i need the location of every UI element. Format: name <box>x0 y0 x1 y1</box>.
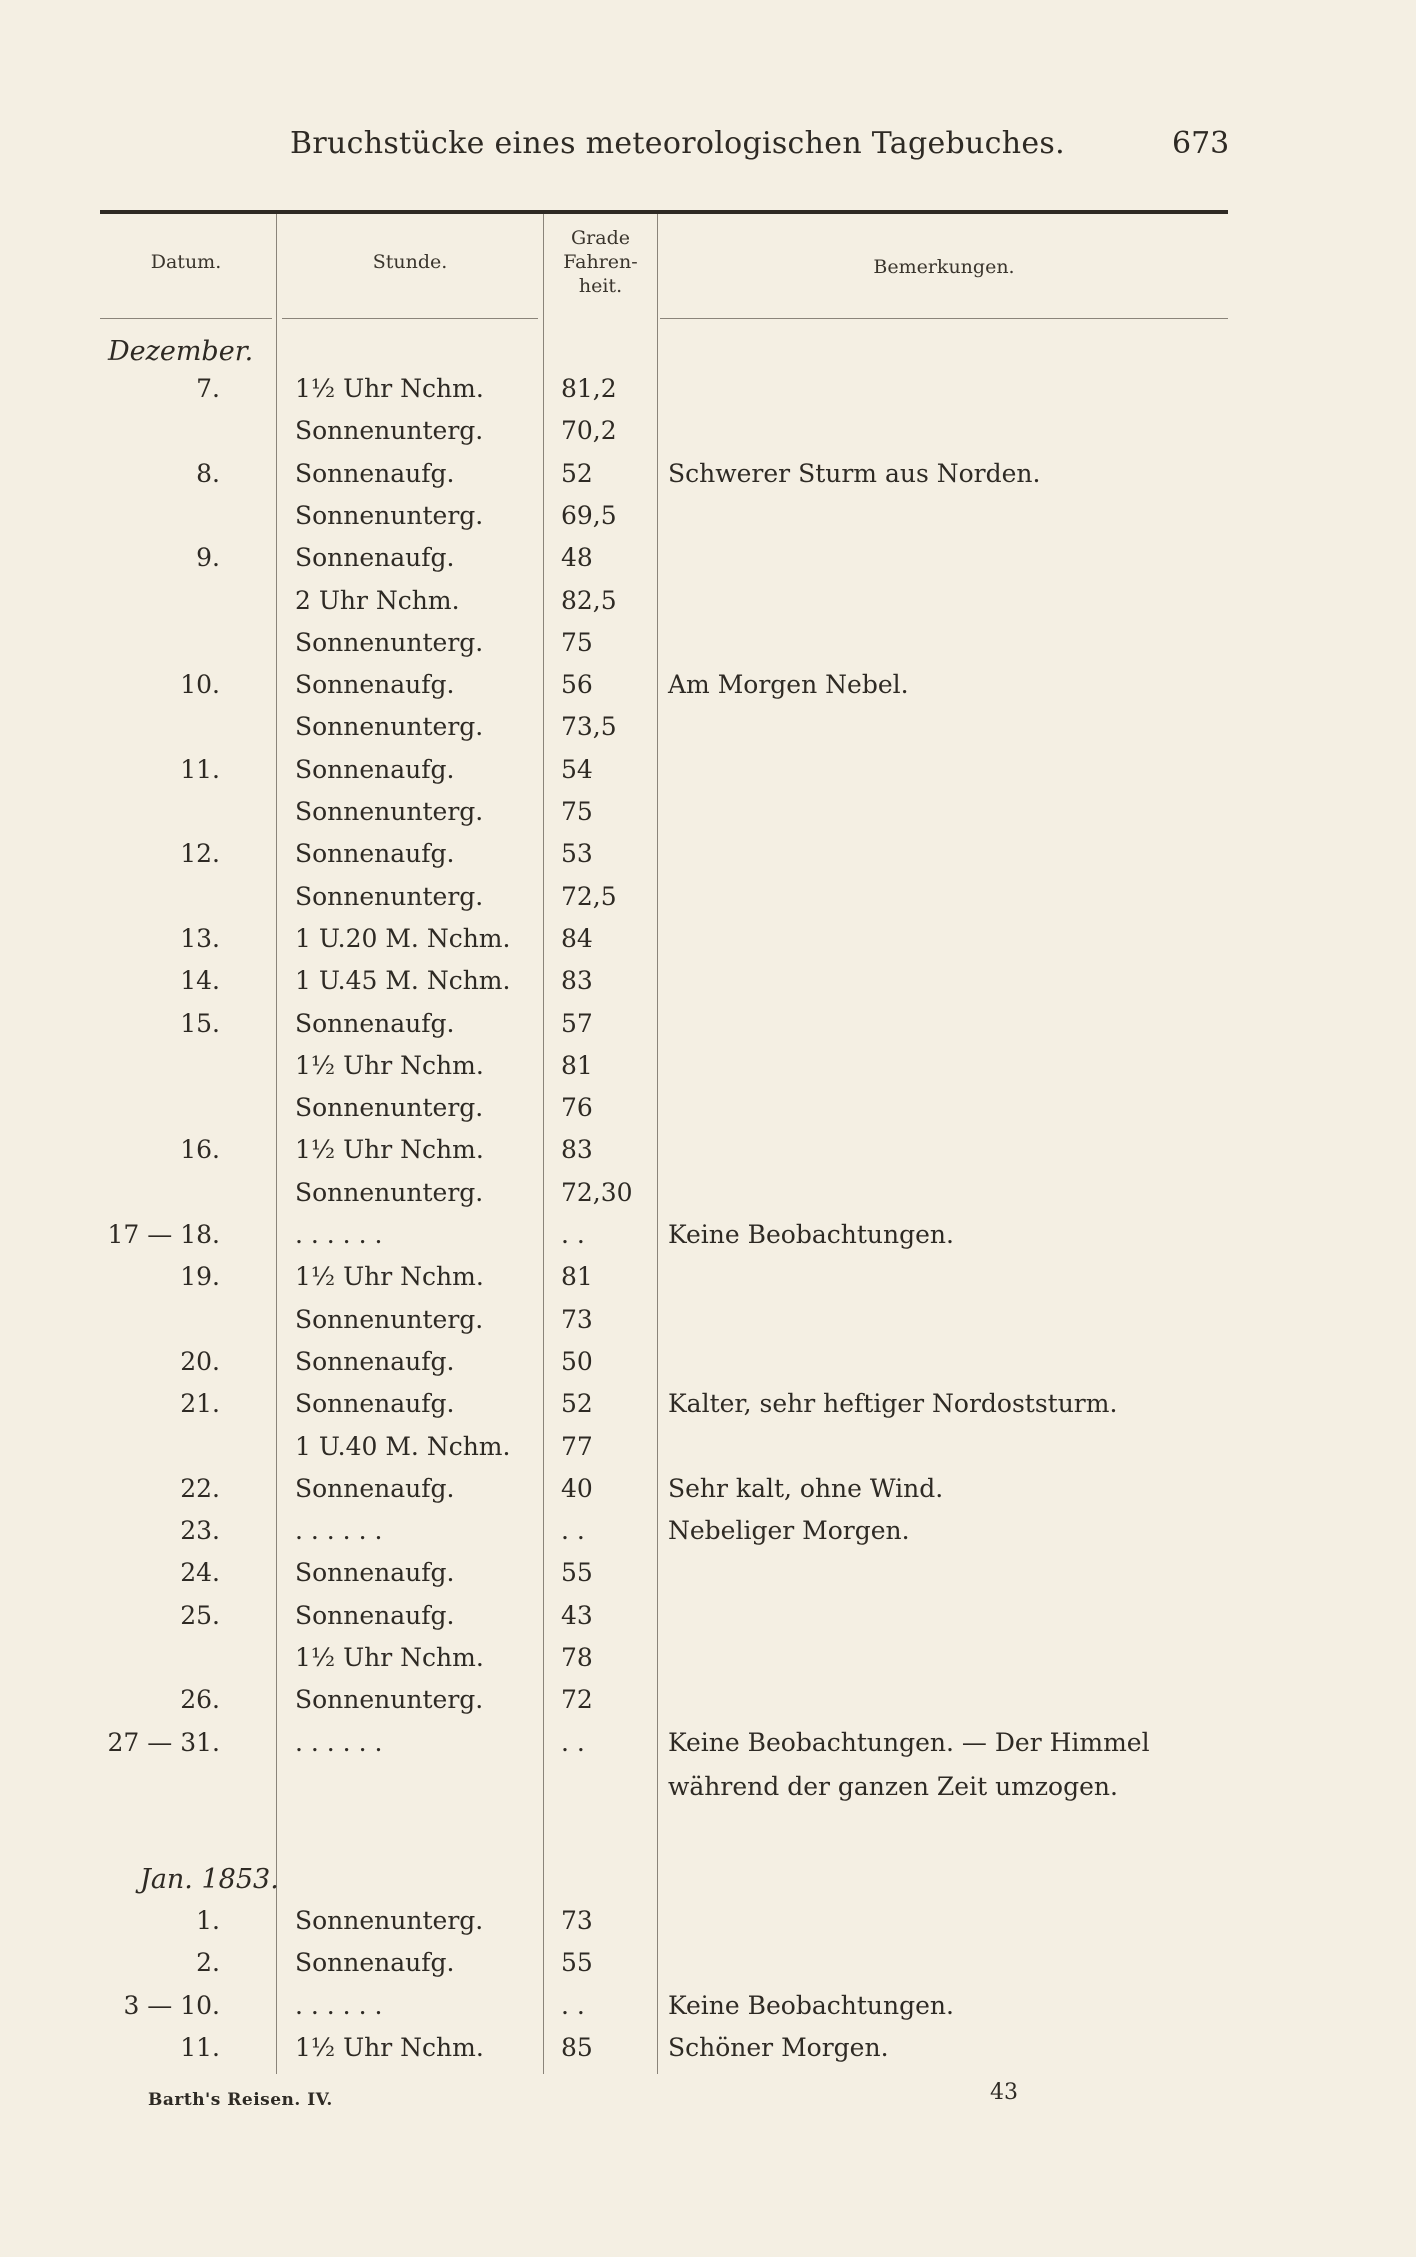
top-rule <box>100 210 1228 214</box>
header-hour: Stunde. <box>372 251 448 273</box>
row-degrees: 75 <box>561 797 593 826</box>
row-date: 24. <box>180 1558 220 1588</box>
row-degrees: 76 <box>561 1093 593 1123</box>
row-degrees: 81 <box>561 1262 593 1292</box>
row-degrees: 83 <box>561 1135 593 1165</box>
row-degrees: 52 <box>561 458 593 488</box>
header-remarks: Bemerkungen. <box>873 256 1015 278</box>
row-date: 11. <box>180 2032 220 2062</box>
row-degrees: 72,5 <box>561 881 617 911</box>
row-hour: Sonnenunterg. <box>295 712 484 742</box>
header-date: Datum. <box>150 251 222 273</box>
row-degrees: 83 <box>561 966 593 996</box>
row-date: 10. <box>180 670 220 700</box>
row-degrees: 84 <box>561 923 593 953</box>
header-rule-remarks <box>660 318 1228 319</box>
row-hour: Sonnenunterg. <box>295 500 484 530</box>
row-hour: Sonnenaufg. <box>295 543 455 573</box>
row-degrees: 82,5 <box>561 585 617 615</box>
row-date: 14. <box>180 966 220 996</box>
row-hour: Sonnenaufg. <box>295 1389 455 1419</box>
row-degrees: 73 <box>561 1906 593 1935</box>
row-degrees: 70,2 <box>561 416 617 446</box>
row-remark: Keine Beobachtungen. <box>668 1990 954 2020</box>
row-degrees: 81 <box>561 1050 593 1080</box>
row-date: 9. <box>196 543 220 573</box>
row-degrees: 52 <box>561 1389 593 1419</box>
row-date: 1. <box>196 1906 220 1935</box>
row-degrees: 69,5 <box>561 500 617 530</box>
column-divider-3 <box>657 214 658 2074</box>
row-remark: Sehr kalt, ohne Wind. <box>668 1473 944 1503</box>
row-date: 19. <box>180 1262 220 1292</box>
row-hour: Sonnenaufg. <box>295 1558 455 1588</box>
row-date: 26. <box>180 1685 220 1715</box>
row-degrees: 53 <box>561 839 593 869</box>
sheet-mark: 43 <box>990 2080 1018 2105</box>
row-hour: Sonnenaufg. <box>295 1600 455 1630</box>
row-hour: Sonnenunterg. <box>295 1685 484 1715</box>
row-remark: Keine Beobachtungen. <box>668 1220 954 1249</box>
row-remark: Kalter, sehr heftiger Nordoststurm. <box>668 1389 1118 1419</box>
row-degrees: 72,30 <box>561 1177 633 1207</box>
row-hour: . . . . . . <box>295 1516 383 1546</box>
month-label-dezember: Dezember. <box>108 336 254 367</box>
row-date: 21. <box>180 1389 220 1419</box>
row-remark: während der ganzen Zeit umzogen. <box>668 1772 1118 1801</box>
column-divider-1 <box>276 214 277 2074</box>
row-hour: 2 Uhr Nchm. <box>295 585 460 615</box>
row-hour: Sonnenunterg. <box>295 1304 484 1334</box>
row-hour: . . . . . . <box>295 1990 383 2020</box>
row-degrees: 48 <box>561 543 593 573</box>
running-title: Bruchstücke eines meteorologischen Tagebuches. <box>290 126 1065 161</box>
row-degrees: . . <box>561 1516 585 1546</box>
row-hour: Sonnenaufg. <box>295 458 455 488</box>
row-hour: Sonnenunterg. <box>295 1093 484 1123</box>
row-date: 25. <box>180 1600 220 1630</box>
header-rule-date <box>100 318 272 319</box>
header-rule-hour <box>282 318 538 319</box>
row-degrees: . . <box>561 1727 585 1757</box>
row-hour: 1½ Uhr Nchm. <box>295 374 484 403</box>
row-date: 13. <box>180 923 220 953</box>
row-hour: Sonnenaufg. <box>295 1346 455 1376</box>
row-remark: Nebeliger Morgen. <box>668 1516 910 1546</box>
row-degrees: 50 <box>561 1346 593 1376</box>
row-hour: Sonnenunterg. <box>295 881 484 911</box>
row-remark: Schwerer Sturm aus Norden. <box>668 458 1041 488</box>
column-divider-2 <box>543 214 544 2074</box>
row-hour: Sonnenunterg. <box>295 797 484 826</box>
row-date: 8. <box>196 458 220 488</box>
page-number: 673 <box>1172 126 1230 161</box>
row-degrees: 81,2 <box>561 374 617 403</box>
row-degrees: 77 <box>561 1431 593 1461</box>
row-hour: Sonnenunterg. <box>295 1177 484 1207</box>
row-hour: Sonnenaufg. <box>295 1948 455 1978</box>
row-hour: . . . . . . <box>295 1220 383 1249</box>
row-hour: Sonnenaufg. <box>295 839 455 869</box>
row-date: 27 — 31. <box>107 1727 220 1757</box>
row-hour: 1½ Uhr Nchm. <box>295 1643 484 1672</box>
row-date: 2. <box>196 1948 220 1978</box>
row-degrees: 73,5 <box>561 712 617 742</box>
row-hour: Sonnenunterg. <box>295 416 484 446</box>
row-date: 7. <box>196 374 220 403</box>
row-hour: 1½ Uhr Nchm. <box>295 2032 484 2062</box>
row-hour: 1½ Uhr Nchm. <box>295 1050 484 1080</box>
row-degrees: 57 <box>561 1008 593 1038</box>
row-degrees: 85 <box>561 2032 593 2062</box>
row-remark: Keine Beobachtungen. — Der Himmel <box>668 1727 1150 1757</box>
row-degrees: . . <box>561 1220 585 1249</box>
row-date: 3 — 10. <box>123 1990 220 2020</box>
row-degrees: 40 <box>561 1473 593 1503</box>
header-degrees: Grade Fahren- heit. <box>563 227 638 297</box>
row-hour: 1 U.45 M. Nchm. <box>295 966 511 996</box>
row-hour: 1 U.20 M. Nchm. <box>295 923 511 953</box>
row-hour: Sonnenunterg. <box>295 627 484 657</box>
row-date: 11. <box>180 754 220 784</box>
month-label-januar: Jan. 1853. <box>140 1864 279 1895</box>
row-degrees: 56 <box>561 670 593 700</box>
row-date: 23. <box>180 1516 220 1546</box>
row-date: 12. <box>180 839 220 869</box>
row-hour: Sonnenaufg. <box>295 1008 455 1038</box>
row-degrees: 78 <box>561 1643 593 1672</box>
signature-mark: Barth's Reisen. IV. <box>148 2090 333 2110</box>
row-degrees: 55 <box>561 1948 593 1978</box>
row-hour: 1½ Uhr Nchm. <box>295 1135 484 1165</box>
row-degrees: 55 <box>561 1558 593 1588</box>
row-hour: 1 U.40 M. Nchm. <box>295 1431 511 1461</box>
row-remark: Am Morgen Nebel. <box>668 670 909 700</box>
row-hour: Sonnenaufg. <box>295 754 455 784</box>
row-hour: Sonnenaufg. <box>295 1473 455 1503</box>
row-remark: Schöner Morgen. <box>668 2032 889 2062</box>
row-date: 20. <box>180 1346 220 1376</box>
row-date: 15. <box>180 1008 220 1038</box>
row-degrees: 43 <box>561 1600 593 1630</box>
row-degrees: 72 <box>561 1685 593 1715</box>
row-hour: Sonnenaufg. <box>295 670 455 700</box>
row-hour: 1½ Uhr Nchm. <box>295 1262 484 1292</box>
row-date: 17 — 18. <box>107 1220 220 1249</box>
row-degrees: 54 <box>561 754 593 784</box>
row-hour: . . . . . . <box>295 1727 383 1757</box>
row-date: 16. <box>180 1135 220 1165</box>
row-date: 22. <box>180 1473 220 1503</box>
row-hour: Sonnenunterg. <box>295 1906 484 1935</box>
row-degrees: . . <box>561 1990 585 2020</box>
row-degrees: 73 <box>561 1304 593 1334</box>
row-degrees: 75 <box>561 627 593 657</box>
